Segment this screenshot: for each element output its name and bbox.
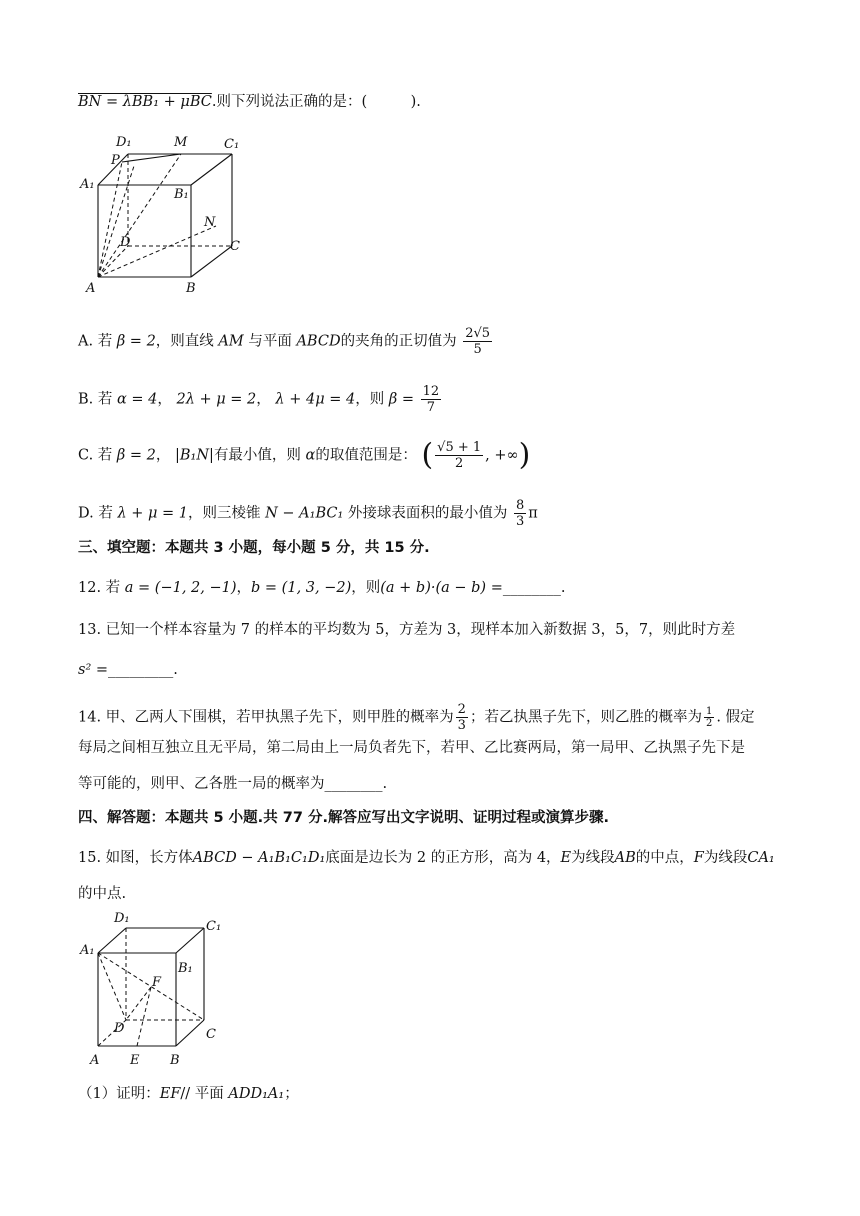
option-d-mid: ，则三棱锥: [188, 505, 261, 522]
q14-frac-2: [704, 706, 714, 729]
question-15-line2: 的中点.: [78, 886, 127, 902]
intro-line: [78, 92, 421, 112]
option-a-label: A. 若: [78, 333, 113, 350]
q15-AB: AB: [614, 850, 636, 866]
q15-body: ABCD − A₁B₁C₁D₁: [192, 850, 326, 866]
fig2-label-B: B: [170, 1053, 180, 1068]
question-15-line1: [78, 848, 775, 868]
q14-l1b: ；若乙执黑子先下，则乙胜的概率为: [469, 709, 702, 726]
option-d: [78, 498, 538, 529]
fig1-label-N: N: [204, 215, 216, 230]
option-d-ans-den: 3: [516, 514, 525, 529]
question-13-line1: 13. 已知一个样本容量为 7 的样本的平均数为 5，方差为 3，现样本加入新数据 3，5，7，则此时方差: [78, 622, 736, 638]
fig1-label-A1: A₁: [80, 177, 95, 192]
fig2-label-A1: A₁: [80, 943, 95, 958]
option-a-cond: β = 2: [116, 333, 156, 350]
question-14-line3: 等可能的，则甲、乙各胜一局的概率为________.: [78, 776, 388, 792]
option-c-var: α: [305, 447, 316, 464]
fig1-label-B1: B₁: [174, 187, 189, 202]
option-b-label: B. 若: [78, 391, 113, 408]
option-a-fraction: [463, 326, 492, 357]
fig1-label-M: M: [174, 135, 188, 150]
option-c-tail: 的取值范围是：: [315, 447, 417, 464]
option-c-label: C. 若: [78, 447, 113, 464]
q14-f2-num: 1: [705, 706, 713, 717]
option-c-ans-num: √5 + 1: [437, 440, 482, 455]
q15-l1b: 底面是边长为 2 的正方形，高为 4，: [325, 850, 561, 866]
option-c-c2: |B₁N|: [175, 447, 214, 464]
fig1-label-C: C: [230, 239, 240, 254]
fig1-label-C1: C₁: [224, 137, 240, 152]
q14-frac-1: [456, 702, 468, 733]
q15-l1d: 的中点，: [635, 850, 694, 866]
q12-sep: ，: [236, 580, 252, 596]
option-b-c2: 2λ + μ = 2: [176, 391, 257, 408]
option-d-fraction: [514, 498, 526, 529]
fig2-label-B1: B₁: [178, 961, 193, 976]
q14-l1c: . 假定: [716, 709, 755, 726]
q14-f2-den: 2: [705, 718, 713, 729]
option-b-c3: λ + 4μ = 4: [275, 391, 356, 408]
option-d-pyramid: N − A₁BC₁: [265, 505, 344, 522]
option-b-ans-num: 12: [422, 384, 440, 399]
q14-l1a: 14. 甲、乙两人下围棋，若甲执黑子先下，则甲胜的概率为: [78, 709, 454, 726]
q15-l1c: 为线段: [571, 850, 615, 866]
option-c-fraction: [435, 440, 483, 471]
cuboid-figure-2: [76, 908, 236, 1073]
option-b-fraction: [421, 384, 442, 415]
question-12: [78, 578, 565, 598]
fig2-label-D: D: [114, 1021, 125, 1036]
q12-vector-b: b = (1, 3, −2): [251, 580, 352, 596]
q15-CA1: CA₁: [747, 850, 775, 866]
fig2-label-F: F: [152, 975, 162, 990]
q12-blank: ________.: [502, 580, 566, 596]
section-3-heading: 三、填空题：本题共 3 小题，每小题 5 分，共 15 分.: [78, 540, 430, 556]
fig1-label-D1: D₁: [116, 135, 132, 150]
fig1-label-D: D: [120, 235, 131, 250]
question-14-line1: [78, 702, 755, 733]
fig1-label-P: P: [111, 153, 120, 168]
fig1-label-A: A: [86, 281, 96, 296]
option-c-ans-den: 2: [455, 456, 464, 471]
q14-f1-num: 2: [457, 702, 466, 717]
q15-1-label: （1）证明：: [78, 1086, 160, 1102]
fig2-label-E: E: [130, 1053, 140, 1068]
option-c-ans-tail: , +∞: [485, 447, 519, 464]
option-c-mid: 有最小值，则: [213, 447, 301, 464]
option-a-mid: ，则直线: [155, 333, 214, 350]
q12-then: ，则: [351, 580, 381, 596]
question-14-line2: 每局之间相互独立且无平局，第二局由上一局负者先下，若甲、乙比赛两局，第一局甲、乙执黑子先下是: [78, 740, 745, 756]
option-a: [78, 326, 494, 357]
fig2-label-D1: D₁: [114, 911, 130, 926]
fig1-label-B: B: [186, 281, 196, 296]
cube-figure-1: [76, 130, 256, 300]
option-c: C. 若 β = 2， |B₁N|有最小值，则 α的取值范围是： ( $\frac{√5 + 1}{2}$ , +∞): [78, 437, 531, 473]
option-a-line: AM: [218, 333, 244, 350]
fig2-label-A: A: [90, 1053, 100, 1068]
option-d-label: D. 若: [78, 505, 113, 522]
q15-E: E: [560, 850, 572, 866]
q15-l1a: 15. 如图，长方体: [78, 850, 193, 866]
option-a-tail: 的夹角的正切值为: [340, 333, 457, 350]
option-d-c1: λ + μ = 1: [117, 505, 189, 522]
option-b-then: ，则: [355, 391, 385, 408]
q12-vector-a: a = (−1, 2, −1): [124, 580, 237, 596]
q12-expr: (a + b)·(a − b) =: [380, 580, 503, 596]
option-a-ans-num: 2√5: [465, 326, 491, 341]
q14-f1-den: 3: [457, 718, 466, 733]
fig2-label-C: C: [206, 1027, 216, 1042]
option-b-ans: β =: [388, 391, 414, 408]
option-b-c1: α = 4: [116, 391, 158, 408]
q15-F: F: [693, 850, 704, 866]
intro-text: .则下列说法正确的是：( ).: [211, 94, 421, 110]
option-d-ans-num: 8: [516, 498, 525, 513]
q12-num: 12. 若: [78, 580, 121, 596]
intro-formula: BN = λBB₁ + μBC: [78, 94, 212, 110]
option-c-c1: β = 2: [116, 447, 156, 464]
option-d-ans-pi: π: [528, 505, 538, 522]
option-b-ans-den: 7: [426, 400, 435, 415]
q13-s2: s² =: [78, 662, 109, 678]
option-b: B. 若 α = 4， 2λ + μ = 2， λ + 4μ = 4，则 β = $\frac{12}{7}$: [78, 384, 440, 415]
q13-blank: _________.: [108, 662, 178, 678]
section-4-heading: 四、解答题：本题共 5 小题.共 77 分.解答应写出文字说明、证明过程或演算步骤.: [78, 810, 609, 826]
q15-1-par: // 平面: [180, 1086, 224, 1102]
q15-1-end: ；: [284, 1086, 299, 1102]
question-15-part-1: [78, 1084, 299, 1104]
q15-1-plane: ADD₁A₁: [228, 1086, 285, 1102]
option-a-mid2: 与平面: [248, 333, 292, 350]
q15-l1e: 为线段: [703, 850, 748, 866]
question-13-line2: [78, 660, 178, 680]
option-a-ans-den: 5: [473, 342, 482, 357]
q15-1-expr: EF: [159, 1086, 181, 1102]
fig2-label-C1: C₁: [206, 919, 222, 934]
option-d-tail: 外接球表面积的最小值为: [347, 505, 508, 522]
option-a-plane: ABCD: [296, 333, 341, 350]
